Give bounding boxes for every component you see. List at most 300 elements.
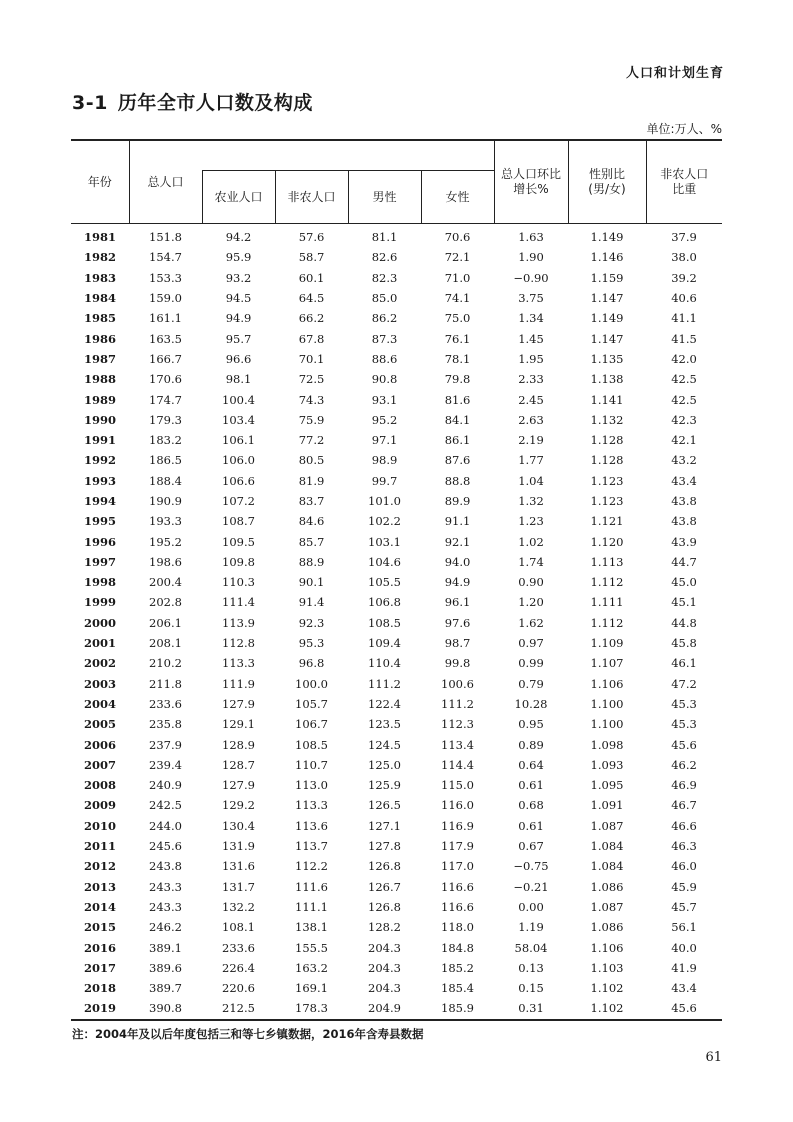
agri-cell: 110.3	[222, 575, 255, 590]
year-cell: 1987	[83, 351, 116, 366]
total-cell: 390.8	[129, 998, 202, 1019]
female-cell: 81.6	[444, 392, 471, 407]
nonagri-cell: 90.1	[298, 575, 325, 590]
nonagri-cell: 95.3	[298, 636, 325, 651]
nonagri-cell: 113.6	[295, 818, 328, 833]
table-row	[71, 592, 722, 612]
female-cell: 84.1	[444, 412, 471, 427]
total-cell: 239.4	[149, 757, 182, 772]
agri-cell: 131.6	[222, 859, 255, 874]
sex-ratio-cell: 1.120	[590, 534, 624, 549]
sex-ratio-cell: 1.149	[590, 230, 624, 245]
male-cell: 103.1	[368, 534, 401, 549]
year-cell: 2003	[83, 676, 116, 691]
male-cell: 82.3	[371, 270, 398, 285]
agri-cell: 132.2	[222, 899, 255, 914]
sex-ratio-cell: 1.132	[590, 412, 624, 427]
year-cell: 2016	[83, 940, 116, 955]
male-cell: 98.9	[371, 453, 398, 468]
total-cell: 190.9	[149, 494, 182, 508]
male-cell: 82.6	[371, 250, 398, 265]
female-cell: 88.8	[444, 473, 471, 488]
male-cell: 122.4	[368, 696, 401, 711]
table-row	[71, 613, 722, 633]
sex-ratio-cell: 1.128	[590, 453, 624, 468]
sex-ratio-cell: 1.100	[590, 717, 624, 732]
year-cell: 2011	[83, 839, 116, 854]
agri-cell: 233.6	[222, 940, 255, 955]
female-cell: 112.3	[441, 717, 474, 732]
nonagri-share-cell: 43.4	[671, 473, 697, 488]
growth-cell: 10.28	[514, 696, 548, 711]
nonagri-share-cell: 43.2	[671, 453, 697, 468]
total-cell: 206.1	[149, 615, 182, 630]
male-cell: 109.4	[368, 636, 401, 651]
table-row	[71, 917, 722, 937]
year-cell: 1986	[83, 331, 116, 346]
year-cell: 2014	[83, 899, 116, 914]
total-cell: 186.5	[149, 453, 182, 468]
agri-cell: 220.6	[222, 981, 255, 996]
year-cell: 1995	[83, 514, 116, 529]
agri-cell: 129.2	[222, 798, 255, 813]
sex-ratio-cell: 1.087	[590, 818, 624, 833]
total-cell: 153.3	[149, 270, 182, 285]
agri-cell: 100.4	[222, 392, 255, 407]
year-cell: 1993	[83, 473, 116, 488]
header-nonagri-share-line2: 比重	[672, 182, 697, 196]
sex-ratio-cell: 1.102	[590, 981, 624, 996]
female-cell: 72.1	[444, 250, 471, 265]
male-cell: 204.3	[368, 981, 401, 996]
total-cell: 242.5	[149, 798, 182, 813]
nonagri-share-cell: 42.5	[671, 392, 697, 407]
sex-ratio-cell: 1.123	[590, 494, 624, 508]
sex-ratio-cell: 1.149	[590, 311, 624, 326]
table-row	[71, 572, 722, 592]
nonagri-cell: 155.5	[295, 940, 328, 955]
growth-cell: 1.34	[518, 311, 544, 326]
female-cell: 116.9	[441, 818, 474, 833]
header-sex-ratio-line2: (男/女)	[588, 182, 626, 196]
table-row	[71, 410, 722, 430]
table-body	[71, 224, 722, 1020]
nonagri-share-cell: 46.7	[671, 798, 697, 813]
nonagri-cell: 112.2	[295, 859, 328, 874]
female-cell: 86.1	[444, 433, 471, 448]
year-cell: 2008	[83, 778, 116, 793]
female-cell: 98.7	[444, 636, 471, 651]
nonagri-cell: 138.1	[295, 920, 328, 935]
nonagri-cell: 113.3	[295, 798, 328, 813]
agri-cell: 108.7	[222, 514, 255, 529]
total-cell: 193.3	[149, 514, 182, 529]
sex-ratio-cell: 1.112	[590, 575, 624, 590]
growth-cell: 0.79	[518, 676, 544, 691]
sex-ratio-cell: 1.084	[590, 839, 624, 854]
male-cell: 204.3	[368, 940, 401, 955]
female-cell: 92.1	[444, 534, 471, 549]
nonagri-share-cell: 42.5	[671, 372, 697, 387]
nonagri-share-cell: 40.0	[671, 940, 697, 955]
table-title	[72, 88, 313, 115]
nonagri-share-cell: 41.1	[671, 311, 697, 326]
nonagri-share-cell: 37.9	[671, 230, 697, 245]
agri-cell: 94.5	[225, 291, 252, 306]
table-row	[71, 694, 722, 714]
nonagri-cell: 111.1	[295, 899, 328, 914]
female-cell: 100.6	[441, 676, 474, 691]
nonagri-cell: 88.9	[298, 554, 325, 569]
nonagri-cell: 72.5	[298, 372, 325, 387]
year-cell: 1991	[83, 433, 116, 448]
male-cell: 104.6	[368, 554, 401, 569]
total-cell: 243.3	[149, 879, 182, 894]
nonagri-cell: 163.2	[295, 960, 328, 975]
female-cell: 97.6	[444, 615, 471, 630]
year-cell: 1998	[83, 575, 116, 590]
agri-cell: 96.6	[225, 351, 252, 366]
nonagri-share-cell: 45.0	[671, 575, 697, 590]
table-row	[71, 978, 722, 998]
growth-cell: 2.63	[518, 412, 544, 427]
year-cell: 1984	[83, 291, 116, 306]
agri-cell: 111.4	[222, 595, 255, 610]
female-cell: 185.9	[421, 998, 494, 1019]
unit-label: 单位:万人、%	[646, 122, 722, 136]
agri-cell: 128.9	[222, 737, 255, 752]
total-cell: 211.8	[149, 676, 182, 691]
table-row	[71, 856, 722, 876]
year-cell: 1989	[83, 392, 116, 407]
agri-cell: 95.7	[225, 331, 252, 346]
table-number: 3-1	[72, 92, 108, 114]
header-nonagri-share-line1: 非农人口	[660, 167, 709, 181]
table-row	[71, 471, 722, 491]
sex-ratio-cell: 1.103	[590, 960, 624, 975]
year-cell: 2004	[83, 696, 116, 711]
header-agri: 农业人口	[202, 171, 275, 224]
sex-ratio-cell: 1.093	[590, 757, 624, 772]
growth-cell: 1.45	[518, 331, 544, 346]
total-cell: 389.6	[149, 960, 182, 975]
nonagri-share-cell: 42.3	[671, 412, 697, 427]
agri-cell: 94.2	[225, 230, 252, 245]
growth-cell: 0.31	[494, 998, 568, 1019]
year-cell: 1994	[83, 494, 116, 508]
sex-ratio-cell: 1.098	[590, 737, 624, 752]
growth-cell: 1.63	[518, 230, 544, 245]
total-cell: 163.5	[149, 331, 182, 346]
growth-cell: 1.32	[518, 494, 544, 508]
agri-cell: 106.6	[222, 473, 255, 488]
female-cell: 116.6	[441, 899, 474, 914]
agri-cell: 109.8	[222, 554, 255, 569]
table-row	[71, 268, 722, 288]
male-cell: 110.4	[368, 656, 401, 671]
nonagri-share-cell: 56.1	[671, 920, 697, 935]
header-total: 总人口	[129, 140, 202, 224]
male-cell: 126.8	[368, 859, 401, 874]
agri-cell: 226.4	[222, 960, 255, 975]
agri-cell: 94.9	[225, 311, 252, 326]
agri-cell: 129.1	[222, 717, 255, 732]
total-cell: 174.7	[149, 392, 182, 407]
growth-cell: −0.21	[513, 879, 549, 894]
nonagri-cell: 81.9	[298, 473, 325, 488]
page-number: 61	[705, 1050, 722, 1065]
male-cell: 126.8	[368, 899, 401, 914]
growth-cell: 0.64	[518, 757, 544, 772]
nonagri-cell: 91.4	[298, 595, 325, 610]
nonagri-cell: 111.6	[295, 879, 328, 894]
nonagri-share-cell: 46.0	[671, 859, 697, 874]
year-cell: 2018	[83, 981, 116, 996]
male-cell: 108.5	[368, 615, 401, 630]
growth-cell: 0.00	[518, 899, 544, 914]
nonagri-cell: 85.7	[298, 534, 325, 549]
nonagri-share-cell: 39.2	[671, 270, 697, 285]
growth-cell: 0.13	[518, 960, 544, 975]
agri-cell: 95.9	[225, 250, 252, 265]
sex-ratio-cell: 1.086	[590, 879, 624, 894]
agri-cell: 108.1	[222, 920, 255, 935]
male-cell: 127.8	[368, 839, 401, 854]
male-cell: 101.0	[368, 494, 401, 508]
sex-ratio-cell: 1.107	[590, 656, 624, 671]
male-cell: 111.2	[368, 676, 401, 691]
nonagri-cell: 169.1	[295, 981, 328, 996]
sex-ratio-cell: 1.091	[590, 798, 624, 813]
year-cell: 1981	[83, 230, 116, 245]
female-cell: 94.9	[444, 575, 471, 590]
nonagri-cell: 70.1	[298, 351, 325, 366]
table-row	[71, 450, 722, 470]
sex-ratio-cell: 1.123	[590, 473, 624, 488]
male-cell: 99.7	[371, 473, 398, 488]
male-cell: 87.3	[371, 331, 398, 346]
year-cell: 1992	[83, 453, 116, 468]
sex-ratio-cell: 1.087	[590, 899, 624, 914]
growth-cell: 2.19	[518, 433, 544, 448]
sex-ratio-cell: 1.128	[590, 433, 624, 448]
sex-ratio-cell: 1.146	[590, 250, 624, 265]
agri-cell: 103.4	[222, 412, 255, 427]
growth-cell: 0.68	[518, 798, 544, 813]
sex-ratio-cell: 1.111	[590, 595, 624, 610]
nonagri-share-cell: 45.7	[671, 899, 697, 914]
year-cell: 1990	[83, 412, 116, 427]
female-cell: 116.6	[441, 879, 474, 894]
table-row	[71, 816, 722, 836]
table-row	[71, 511, 722, 531]
sex-ratio-cell: 1.135	[590, 351, 624, 366]
nonagri-share-cell: 46.1	[671, 656, 697, 671]
year-cell: 1982	[83, 250, 116, 265]
growth-cell: 1.74	[518, 554, 544, 569]
nonagri-share-cell: 43.8	[671, 494, 697, 508]
header-growth-line2: 增长%	[513, 182, 549, 196]
header-year: 年份	[71, 140, 129, 224]
female-cell: 71.0	[444, 270, 471, 285]
year-cell: 2001	[83, 636, 116, 651]
table-row	[71, 998, 722, 1019]
agri-cell: 212.5	[202, 998, 275, 1019]
year-cell: 1985	[83, 311, 116, 326]
table-row	[71, 836, 722, 856]
agri-cell: 98.1	[225, 372, 252, 387]
growth-cell: 1.23	[518, 514, 544, 529]
year-cell: 2017	[83, 960, 116, 975]
year-cell: 2009	[83, 798, 116, 813]
nonagri-cell: 74.3	[298, 392, 325, 407]
nonagri-share-cell: 43.4	[671, 981, 697, 996]
table-row	[71, 369, 722, 389]
male-cell: 127.1	[368, 818, 401, 833]
growth-cell: 2.33	[518, 372, 544, 387]
growth-cell: 58.04	[514, 940, 548, 955]
nonagri-cell: 178.3	[275, 998, 348, 1019]
year-cell: 1997	[83, 554, 116, 569]
table-row	[71, 937, 722, 957]
header-growth	[494, 140, 568, 224]
female-cell: 76.1	[444, 331, 471, 346]
total-cell: 233.6	[149, 696, 182, 711]
total-cell: 183.2	[149, 433, 182, 448]
total-cell: 244.0	[149, 818, 182, 833]
year-cell: 1983	[83, 270, 116, 285]
male-cell: 125.0	[368, 757, 401, 772]
nonagri-cell: 64.5	[298, 291, 325, 306]
male-cell: 204.9	[348, 998, 421, 1019]
footnote: 注：2004年及以后年度包括三和等七乡镇数据，2016年含寿县数据	[72, 1027, 424, 1041]
nonagri-share-cell: 45.3	[671, 717, 697, 732]
male-cell: 123.5	[368, 717, 401, 732]
agri-cell: 113.3	[222, 656, 255, 671]
nonagri-share-cell: 41.5	[671, 331, 697, 346]
growth-cell: −0.75	[513, 859, 549, 874]
total-cell: 245.6	[149, 839, 182, 854]
female-cell: 117.9	[441, 839, 474, 854]
agri-cell: 107.2	[222, 494, 255, 508]
nonagri-cell: 100.0	[295, 676, 328, 691]
table-row	[71, 674, 722, 694]
table-row	[71, 491, 722, 511]
total-cell: 208.1	[149, 636, 182, 651]
agri-cell: 130.4	[222, 818, 255, 833]
sex-ratio-cell: 1.113	[590, 554, 624, 569]
total-cell: 170.6	[149, 372, 182, 387]
table-title-text: 历年全市人口数及构成	[117, 92, 313, 114]
sex-ratio-cell: 1.106	[590, 940, 624, 955]
table-row	[71, 734, 722, 754]
table-row	[71, 247, 722, 267]
agri-cell: 127.9	[222, 696, 255, 711]
year-cell: 2002	[83, 656, 116, 671]
nonagri-cell: 84.6	[298, 514, 325, 529]
nonagri-share-cell: 45.9	[671, 879, 697, 894]
year-cell: 1996	[83, 534, 116, 549]
nonagri-cell: 105.7	[295, 696, 328, 711]
sex-ratio-cell: 1.121	[590, 514, 624, 529]
total-cell: 235.8	[149, 717, 182, 732]
sex-ratio-cell: 1.109	[590, 636, 624, 651]
female-cell: 99.8	[444, 656, 471, 671]
agri-cell: 109.5	[222, 534, 255, 549]
nonagri-cell: 66.2	[298, 311, 325, 326]
table-row	[71, 349, 722, 369]
nonagri-cell: 108.5	[295, 737, 328, 752]
header-female: 女性	[421, 171, 494, 224]
growth-cell: 0.99	[518, 656, 544, 671]
nonagri-cell: 67.8	[298, 331, 325, 346]
sex-ratio-cell: 1.102	[568, 998, 646, 1019]
female-cell: 96.1	[444, 595, 471, 610]
growth-cell: −0.90	[513, 270, 549, 285]
growth-cell: 0.67	[518, 839, 544, 854]
total-cell: 243.3	[149, 899, 182, 914]
male-cell: 125.9	[368, 778, 401, 793]
year-cell: 2019	[71, 998, 129, 1019]
total-cell: 195.2	[149, 534, 182, 549]
female-cell: 116.0	[441, 798, 474, 813]
male-cell: 81.1	[371, 230, 398, 245]
nonagri-cell: 110.7	[295, 757, 328, 772]
nonagri-share-cell: 40.6	[671, 291, 697, 306]
nonagri-share-cell: 42.0	[671, 351, 697, 366]
population-table	[71, 139, 722, 1021]
growth-cell: 1.95	[518, 351, 544, 366]
growth-cell: 1.62	[518, 615, 544, 630]
nonagri-share-cell: 44.7	[671, 554, 697, 569]
male-cell: 88.6	[371, 351, 398, 366]
male-cell: 85.0	[371, 291, 398, 306]
agri-cell: 131.9	[222, 839, 255, 854]
table-row	[71, 531, 722, 551]
table-row	[71, 775, 722, 795]
year-cell: 2010	[83, 818, 116, 833]
year-cell: 2013	[83, 879, 116, 894]
total-cell: 210.2	[149, 656, 182, 671]
sex-ratio-cell: 1.086	[590, 920, 624, 935]
table-row	[71, 877, 722, 897]
sex-ratio-cell: 1.159	[590, 270, 624, 285]
table-row	[71, 328, 722, 348]
table-row	[71, 308, 722, 328]
running-head: 人口和计划生育	[625, 66, 724, 81]
total-cell: 159.0	[149, 291, 182, 306]
growth-cell: 3.75	[518, 291, 544, 306]
header-nonagri-share	[646, 140, 722, 224]
male-cell: 126.7	[368, 879, 401, 894]
female-cell: 94.0	[444, 554, 471, 569]
growth-cell: 1.04	[518, 473, 544, 488]
nonagri-cell: 57.6	[298, 230, 325, 245]
total-cell: 161.1	[149, 311, 182, 326]
nonagri-share-cell: 46.3	[671, 839, 697, 854]
female-cell: 111.2	[441, 696, 474, 711]
nonagri-share-cell: 46.2	[671, 757, 697, 772]
nonagri-share-cell: 43.8	[671, 514, 697, 529]
year-cell: 1999	[83, 595, 116, 610]
female-cell: 75.0	[444, 311, 471, 326]
total-cell: 154.7	[149, 250, 182, 265]
nonagri-cell: 60.1	[298, 270, 325, 285]
year-cell: 2015	[83, 920, 116, 935]
sex-ratio-cell: 1.112	[590, 615, 624, 630]
total-cell: 166.7	[149, 351, 182, 366]
nonagri-share-cell: 45.1	[671, 595, 697, 610]
